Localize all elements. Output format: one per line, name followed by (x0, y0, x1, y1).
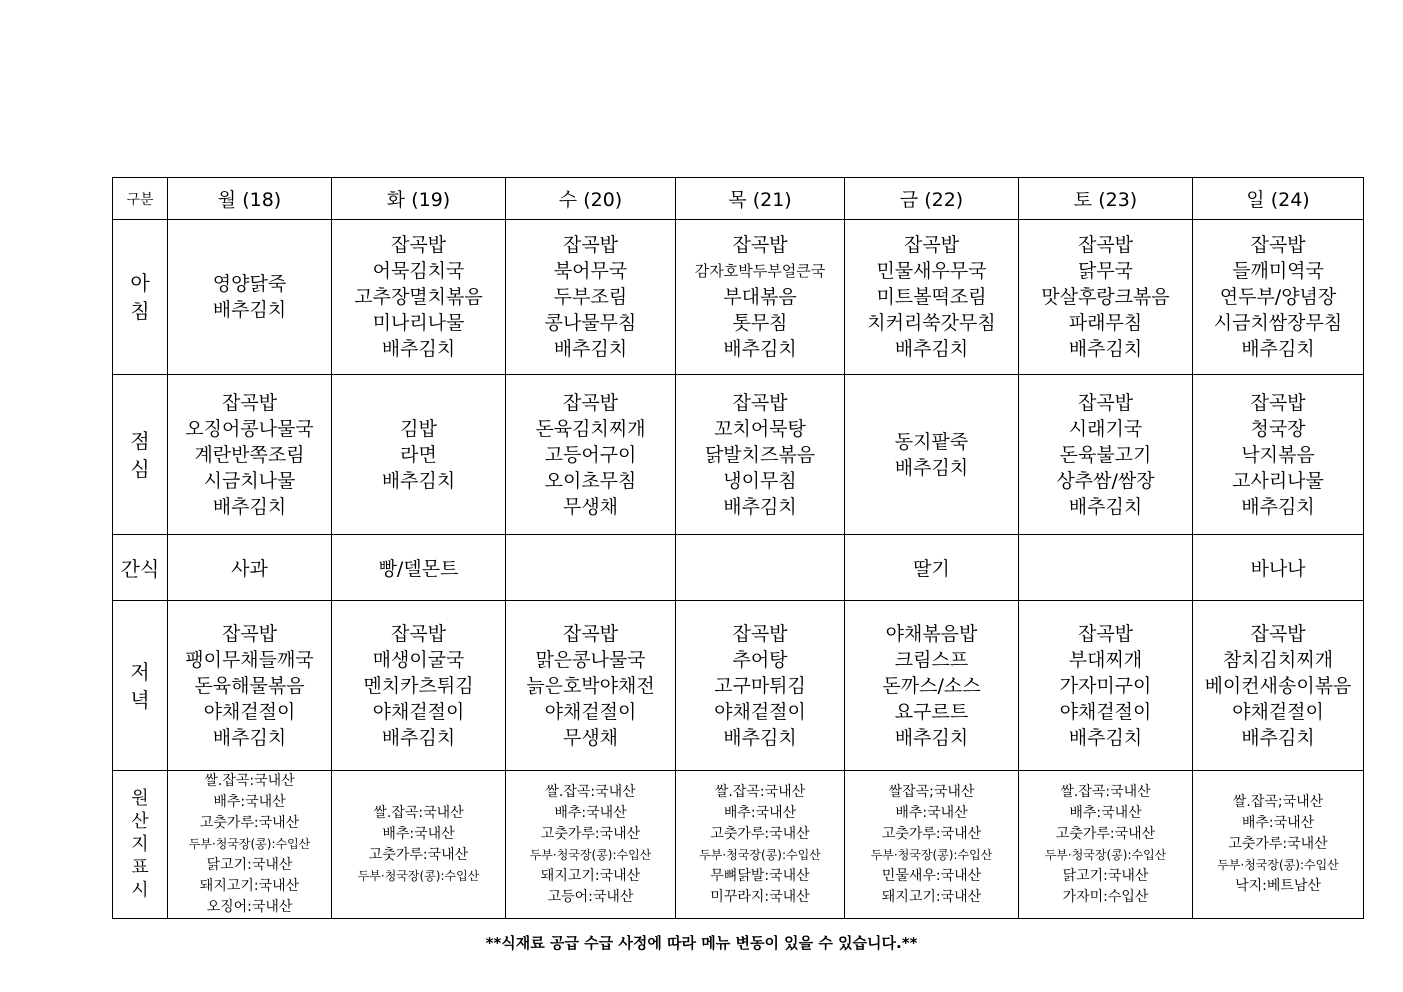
dinner-cell (332, 601, 506, 771)
menu-item: 돈육해물볶음 (194, 674, 305, 697)
dinner-cell (676, 601, 845, 771)
breakfast-row (113, 220, 1364, 375)
menu-item: 미트볼떡조림 (876, 286, 987, 308)
menu-item: 배추김치 (1241, 495, 1315, 518)
menu-item: 잡곡밥 (390, 234, 447, 256)
breakfast-label-char: 침 (130, 299, 150, 323)
lunch-cell (1019, 375, 1193, 535)
menu-item: 돈까스/소스 (882, 674, 981, 697)
menu-item: 미나리나물 (372, 312, 465, 334)
origin-item: 낙지:베트남산 (1235, 878, 1321, 894)
menu-item: 배추김치 (894, 338, 969, 360)
menu-item: 잡곡밥 (732, 391, 788, 414)
menu-item: 참치김치찌개 (1222, 648, 1334, 671)
menu-item: 배추김치 (894, 726, 969, 749)
origin-item: 돼지고기:국내산 (881, 888, 982, 905)
origin-label (113, 771, 168, 919)
snack-cell (1019, 535, 1193, 601)
menu-item: 부대찌개 (1068, 648, 1143, 671)
origin-item: 쌀.잡곡:국내산 (545, 783, 636, 800)
origin-item: 배추:국내산 (382, 825, 455, 842)
origin-label-char: 원 (131, 788, 149, 809)
snack-label: 간식 (113, 535, 168, 601)
lunch-cell (845, 375, 1019, 535)
menu-item: 고등어구이 (544, 443, 637, 466)
origin-item: 쌀.잡곡:국내산 (373, 804, 464, 821)
header-gubun: 구분 (113, 178, 168, 220)
menu-item: 배추김치 (723, 726, 797, 749)
footnote: **식재료 공급 수급 사정에 따라 메뉴 변동이 있을 수 있습니다.** (485, 934, 918, 952)
menu-item: 배추김치 (212, 726, 287, 749)
menu-item: 치커리쑥갓무침 (867, 312, 996, 334)
dinner-label-char: 녁 (130, 687, 150, 712)
menu-item: 시금치나물 (203, 469, 296, 492)
menu-item: 상추쌈/쌈장 (1056, 469, 1155, 492)
origin-cell (506, 771, 676, 919)
menu-item: 잡곡밥 (1250, 622, 1306, 645)
origin-item: 돼지고기:국내산 (199, 878, 300, 894)
lunch-row (113, 375, 1364, 535)
origin-item: 배추:국내산 (213, 794, 286, 810)
origin-item: 고춧가루:국내산 (1228, 836, 1328, 852)
menu-item: 베이컨새송이볶음 (1204, 674, 1352, 697)
dinner-label (113, 601, 168, 771)
menu-item: 감자호박두부얼큰국 (694, 262, 826, 280)
origin-cell (332, 771, 506, 919)
origin-item: 가자미:수입산 (1062, 888, 1149, 905)
menu-item: 톳무침 (732, 312, 788, 334)
origin-item: 배추:국내산 (723, 804, 797, 821)
menu-item: 잡곡밥 (1077, 234, 1134, 256)
menu-item: 야채겉절이 (544, 700, 637, 723)
menu-item: 돈육불고기 (1059, 443, 1152, 466)
origin-item: 배추:국내산 (1241, 815, 1315, 831)
origin-item: 두부·청국장(콩):수입산 (1217, 858, 1339, 872)
menu-item: 야채겉절이 (372, 700, 465, 723)
lunch-cell (506, 375, 676, 535)
breakfast-cell (168, 220, 332, 375)
header-day-wed: 수 (20) (506, 178, 676, 220)
breakfast-cell (1019, 220, 1193, 375)
menu-item: 잡곡밥 (1077, 391, 1134, 414)
origin-item: 쌀.잡곡;국내산 (1232, 794, 1324, 810)
origin-item: 미꾸라지:국내산 (710, 888, 810, 905)
lunch-label (113, 375, 168, 535)
origin-item: 쌀.잡곡:국내산 (1060, 783, 1151, 800)
origin-item: 고춧가루:국내산 (710, 825, 810, 842)
snack-cell (506, 535, 676, 601)
breakfast-cell (506, 220, 676, 375)
menu-item: 시금치쌈장무침 (1213, 312, 1343, 334)
header-day-sun: 일 (24) (1193, 178, 1364, 220)
origin-cell (1193, 771, 1364, 919)
menu-item: 가자미구이 (1059, 674, 1152, 697)
menu-item: 잡곡밥 (732, 234, 788, 256)
lunch-cell (1193, 375, 1364, 535)
origin-item: 두부·청국장(콩):수입산 (357, 868, 480, 883)
menu-item: 김밥 (400, 417, 437, 440)
origin-item: 고춧가루:국내산 (368, 846, 469, 863)
menu-item: 멘치카츠튀김 (363, 674, 474, 697)
menu-item: 배추김치 (723, 338, 797, 360)
breakfast-cell (676, 220, 845, 375)
origin-row (113, 771, 1364, 919)
menu-item: 두부조림 (553, 286, 628, 308)
breakfast-label (113, 220, 168, 375)
lunch-cell (168, 375, 332, 535)
menu-item: 배추김치 (723, 495, 797, 518)
menu-item: 배추김치 (894, 456, 969, 479)
menu-item: 배추김치 (1068, 338, 1143, 360)
origin-label-char: 시 (131, 880, 149, 901)
menu-item: 북어무국 (553, 260, 628, 282)
origin-item: 고춧가루:국내산 (1055, 825, 1156, 842)
menu-item: 돈육김치찌개 (535, 417, 646, 440)
dinner-cell (845, 601, 1019, 771)
menu-item: 연두부/양념장 (1219, 286, 1337, 308)
dinner-label-char: 저 (130, 659, 150, 684)
lunch-label-char: 심 (130, 456, 150, 481)
menu-item: 무생채 (562, 495, 619, 518)
header-row (113, 178, 1364, 220)
origin-cell (1019, 771, 1193, 919)
header-day-thu: 목 (21) (676, 178, 845, 220)
menu-item: 동지팥죽 (894, 430, 969, 453)
header-day-fri: 금 (22) (845, 178, 1019, 220)
menu-item: 닭무국 (1077, 260, 1134, 282)
menu-item: 잡곡밥 (562, 391, 619, 414)
origin-item: 민물새우:국내산 (881, 867, 982, 884)
menu-item: 배추김치 (212, 495, 287, 518)
origin-item: 고춧가루:국내산 (199, 815, 300, 831)
origin-item: 쌀.잡곡:국내산 (714, 783, 806, 800)
origin-item: 배추:국내산 (1069, 804, 1142, 821)
menu-item: 민물새우무국 (876, 260, 987, 282)
menu-item: 잡곡밥 (903, 234, 960, 256)
menu-item: 맑은콩나물국 (535, 648, 646, 671)
breakfast-cell (1193, 220, 1364, 375)
menu-item: 배추김치 (553, 338, 628, 360)
snack-cell: 딸기 (845, 535, 1019, 601)
menu-item: 팽이무채들깨국 (185, 648, 314, 671)
lunch-label-char: 점 (130, 428, 150, 453)
origin-item: 돼지고기:국내산 (540, 867, 641, 884)
menu-item: 어묵김치국 (372, 260, 465, 282)
origin-item: 배추:국내산 (554, 804, 627, 821)
menu-item: 배추김치 (381, 338, 456, 360)
menu-item: 시래기국 (1068, 417, 1143, 440)
menu-item: 고구마튀김 (714, 674, 806, 697)
snack-cell: 바나나 (1193, 535, 1364, 601)
origin-item: 닭고기:국내산 (206, 857, 293, 873)
menu-item: 맛살후랑크볶음 (1041, 286, 1170, 308)
menu-item: 배추김치 (381, 726, 456, 749)
menu-item: 야채겉절이 (1059, 700, 1152, 723)
menu-item: 오이초무침 (544, 469, 637, 492)
menu-item: 계란반쪽조림 (194, 443, 305, 466)
origin-label-char: 표 (131, 857, 149, 878)
menu-item: 라면 (400, 443, 437, 466)
menu-item: 매생이굴국 (372, 648, 465, 671)
origin-item: 고춧가루:국내산 (881, 825, 982, 842)
header-day-mon: 월 (18) (168, 178, 332, 220)
origin-item: 두부·청국장(콩):수입산 (870, 847, 993, 862)
menu-item: 잡곡밥 (390, 622, 447, 645)
menu-item: 고추장멸치볶음 (354, 286, 483, 308)
menu-item: 들깨미역국 (1232, 260, 1324, 282)
menu-item: 오징어콩나물국 (185, 417, 314, 440)
origin-label-char: 지 (131, 834, 149, 855)
snack-cell: 빵/델몬트 (332, 535, 506, 601)
menu-item: 야채겉절이 (1232, 700, 1324, 723)
menu-item: 배추김치 (212, 299, 287, 321)
origin-item: 오징어:국내산 (206, 899, 293, 915)
menu-item: 잡곡밥 (1250, 234, 1306, 256)
menu-item: 배추김치 (1068, 726, 1143, 749)
menu-item: 크림스프 (894, 648, 969, 671)
menu-item: 낙지볶음 (1241, 443, 1315, 466)
origin-item: 두부·청국장(콩):수입산 (699, 847, 821, 862)
menu-item: 늙은호박야채전 (526, 674, 655, 697)
menu-item: 잡곡밥 (1250, 391, 1306, 414)
origin-item: 고춧가루:국내산 (540, 825, 641, 842)
menu-item: 닭발치즈볶음 (704, 443, 816, 466)
snack-row (113, 535, 1364, 601)
breakfast-cell (332, 220, 506, 375)
lunch-cell (676, 375, 845, 535)
menu-item: 콩나물무침 (544, 312, 637, 334)
menu-item: 배추김치 (1068, 495, 1143, 518)
menu-item: 청국장 (1250, 417, 1306, 440)
menu-item: 무생채 (562, 726, 619, 749)
dinner-row (113, 601, 1364, 771)
menu-item: 잡곡밥 (562, 234, 619, 256)
menu-item: 꼬치어묵탕 (714, 417, 806, 440)
menu-item: 야채볶음밥 (885, 622, 978, 645)
origin-item: 두부·청국장(콩):수입산 (188, 837, 311, 851)
dinner-cell (1193, 601, 1364, 771)
menu-item: 추어탕 (732, 648, 788, 671)
menu-item: 배추김치 (381, 469, 456, 492)
menu-item: 야채겉절이 (714, 700, 806, 723)
weekly-menu-table (112, 177, 1364, 919)
snack-cell: 사과 (168, 535, 332, 601)
origin-item: 무뼈닭발:국내산 (710, 867, 810, 884)
snack-cell (676, 535, 845, 601)
menu-item: 잡곡밥 (221, 391, 278, 414)
origin-item: 두부·청국장(콩):수입산 (1044, 847, 1167, 862)
origin-cell (845, 771, 1019, 919)
menu-item: 잡곡밥 (732, 622, 788, 645)
menu-item: 야채겉절이 (203, 700, 296, 723)
header-day-tue: 화 (19) (332, 178, 506, 220)
origin-item: 닭고기:국내산 (1062, 867, 1149, 884)
origin-item: 고등어:국내산 (547, 888, 634, 905)
origin-label-char: 산 (131, 811, 149, 832)
menu-item: 부대볶음 (723, 286, 797, 308)
dinner-cell (1019, 601, 1193, 771)
origin-item: 쌀잡곡;국내산 (888, 783, 975, 800)
dinner-cell (168, 601, 332, 771)
lunch-cell (332, 375, 506, 535)
origin-item: 쌀.잡곡:국내산 (204, 773, 295, 789)
origin-cell (676, 771, 845, 919)
breakfast-cell (845, 220, 1019, 375)
dinner-cell (506, 601, 676, 771)
menu-item: 냉이무침 (723, 469, 797, 492)
menu-item: 잡곡밥 (562, 622, 619, 645)
origin-cell (168, 771, 332, 919)
menu-item: 고사리나물 (1232, 469, 1324, 492)
menu-item: 요구르트 (894, 700, 969, 723)
origin-item: 두부·청국장(콩):수입산 (529, 847, 652, 862)
menu-item: 파래무침 (1068, 312, 1143, 334)
menu-item: 잡곡밥 (1077, 622, 1134, 645)
menu-item: 배추김치 (1241, 338, 1315, 360)
origin-item: 배추:국내산 (895, 804, 968, 821)
header-day-sat: 토 (23) (1019, 178, 1193, 220)
breakfast-label-char: 아 (130, 271, 150, 295)
menu-item: 영양닭죽 (212, 273, 287, 295)
menu-item: 잡곡밥 (221, 622, 278, 645)
menu-item: 배추김치 (1241, 726, 1315, 749)
